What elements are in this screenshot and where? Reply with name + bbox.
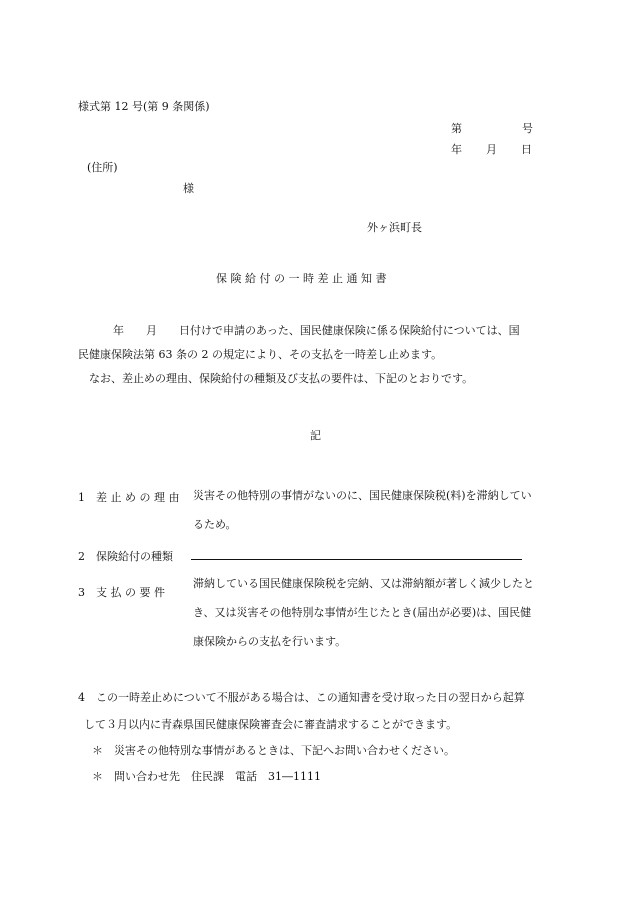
- note-contact: ＊ 問い合わせ先 住民課 電話 31―1111: [92, 770, 321, 783]
- honorific: 様: [183, 182, 194, 195]
- item-2-label: 2 保険給付の種類: [78, 550, 173, 563]
- body-paragraph: [78, 319, 556, 391]
- item-1-line-2: るため。: [193, 518, 237, 531]
- doc-number-suffix: 号: [522, 122, 533, 135]
- item-1-label: 1 差 止 め の 理 由: [78, 491, 180, 504]
- doc-number-prefix: 第: [451, 122, 462, 135]
- sender-mayor: 外ヶ浜町長: [367, 221, 422, 234]
- form-number: 様式第 12 号(第 9 条関係): [78, 100, 210, 113]
- body-line-3: なお、差止めの理由、保険給付の種類及び支払の要件は、下記のとおりです。: [89, 372, 474, 385]
- ki-heading: 記: [310, 429, 321, 442]
- item-3-line-2: き、又は災害その他特別な事情が生じたとき(届出が必要)は、国民健: [193, 606, 532, 619]
- item-3-text: [193, 569, 563, 656]
- document-title: 保 険 給 付 の 一 時 差 止 通 知 書: [216, 272, 387, 285]
- benefit-type-blank-line: [191, 559, 522, 560]
- item-3-label: 3 支 払 の 要 件: [78, 586, 165, 599]
- item-1-line-1: 災害その他特別の事情がないのに、国民健康保険税(料)を滞納してい: [193, 489, 532, 502]
- date-year: 年: [451, 143, 462, 156]
- body-line-1: 年 月 日付けで申請のあった、国民健康保険に係る保険給付については、国: [113, 324, 520, 337]
- body-line-2: 民健康保険法第 63 条の 2 の規定により、その支払を一時差し止めます。: [78, 348, 443, 361]
- address-label: (住所): [87, 161, 118, 174]
- item-3-line-1: 滞納している国民健康保険税を完納、又は滞納額が著しく減少したと: [193, 577, 534, 590]
- appeal-line-1: 4 この一時差止めについて不服がある場合は、この通知書を受け取った日の翌日から起算: [78, 691, 525, 704]
- date-month: 月: [486, 143, 497, 156]
- appeal-line-2: して３月以内に青森県国民健康保険審査会に審査請求することができます。: [84, 718, 458, 731]
- date-day: 日: [521, 143, 532, 156]
- item-1-text: [193, 481, 563, 539]
- item-3-line-3: 康保険からの支払を行います。: [193, 635, 347, 648]
- note-inquiry: ＊ 災害その他特別な事情があるときは、下記へお問い合わせください。: [92, 744, 455, 757]
